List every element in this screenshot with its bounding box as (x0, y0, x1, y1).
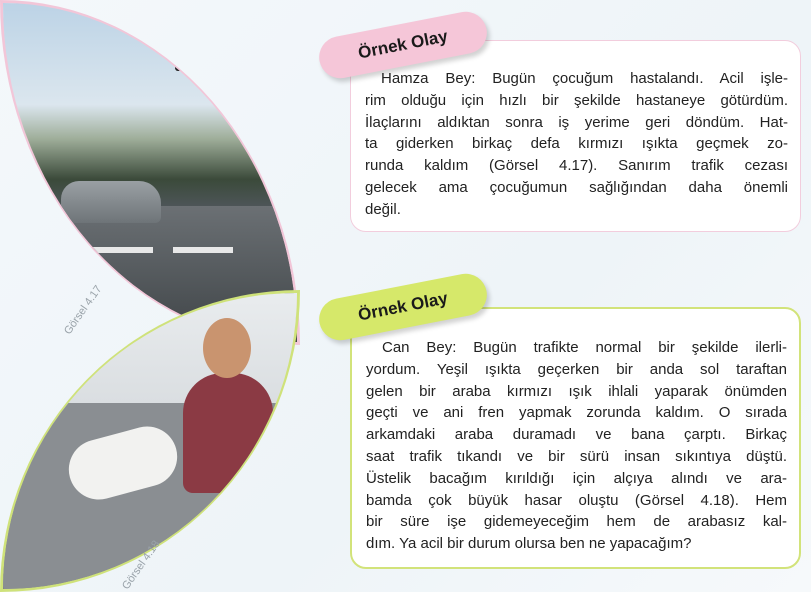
text-line: saat trafik tıkandı ve bir sürü insan sıkıntıya düştü. (366, 447, 787, 465)
text-line: Can Bey: Bugün trafikte normal bir şekilde ilerli- (382, 339, 787, 356)
text-line: gelecek ama çocuğumun sağlığından daha önemli (365, 178, 788, 196)
text-line: rim olduğu için hızlı bir şekilde hastaneye götürdüm. (365, 91, 788, 109)
text-line: değil. (365, 200, 401, 218)
text-line: dım. Ya acil bir durum olursa ben ne yapacağım? (366, 535, 692, 553)
text-line: yordum. Yeşil ışıkta geçerken bir anda sol taraftan (366, 360, 787, 378)
car (61, 181, 161, 223)
case-box-1 (350, 40, 801, 232)
text-line: runda kaldım (Görsel 4.17). Sanırım trafik cezası (365, 157, 788, 175)
text-line: gelen bir araba kırmızı ışık ihlali yaparak önümden (366, 382, 787, 400)
text-line: bir süre işe gidemeyeceğim hem de arabasız kal- (366, 513, 787, 531)
case-box-2 (350, 307, 801, 569)
figure-caption-4-18: Görsel 4.18 (120, 538, 163, 592)
case-label-2: Örnek Olay (316, 270, 491, 344)
case-label-1: Örnek Olay (316, 8, 491, 82)
text-line: ta giderken birkaç defa kırmızı ışıkta geçmek zo- (365, 135, 788, 153)
text-line: İlaçlarını aldıktan sonra iş yerime geri döndüm. Hat- (365, 113, 788, 131)
text-line: Üstelik bacağım kırıldığı için alçıya alındı ve ara- (366, 469, 787, 487)
traffic-light (175, 31, 189, 71)
text-line: Hamza Bey: Bugün çocuğum hastalandı. Acil işle- (381, 70, 788, 87)
text-line: arkamdaki araba duramadı ve bana çarptı. Birkaç (366, 426, 787, 444)
text-line: bamda çok büyük hasar oluştu (Görsel 4.18). Hem (366, 491, 787, 509)
text-line: geçti ve ani fren yapmak zorunda kaldım. O sırada (366, 404, 787, 422)
